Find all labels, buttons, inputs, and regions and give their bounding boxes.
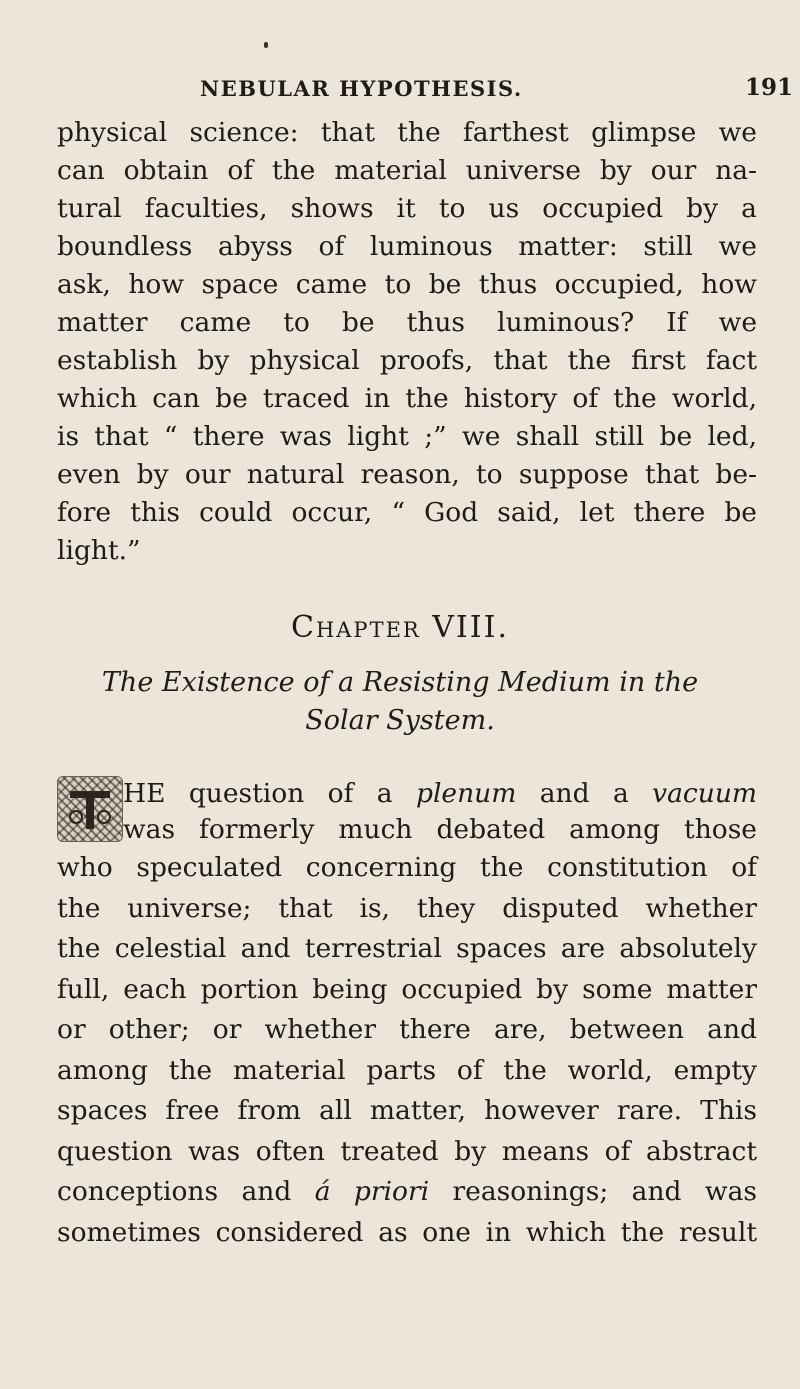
ornamental-drop-cap-t [57, 776, 123, 842]
text-line: full, each portion being occupied by some matter [57, 973, 757, 1005]
chapter-label: Chapter VIII. [291, 610, 509, 645]
text-line: tural faculties, shows it to us occupied by a [57, 193, 757, 224]
text-line: can obtain of the material universe by our na- [57, 155, 757, 186]
paragraph-1 [57, 114, 757, 570]
text-line: question was often treated by means of abstract [57, 1135, 757, 1167]
text-line: or other; or whether there are, between and [57, 1014, 757, 1045]
print-speck [264, 42, 268, 48]
running-head-title: NEBULAR HYPOTHESIS. [200, 76, 523, 101]
text-line: ask, how space came to be thus occupied, how [57, 269, 757, 300]
text-line: who speculated concerning the constitution of [57, 852, 757, 883]
text-line: is that “ there was light ;” we shall still be led, [57, 421, 757, 452]
text-line: HE question of a plenum and a vacuum [123, 778, 758, 809]
text-line: was formerly much debated among those [123, 814, 757, 845]
text-line: fore this could occur, “ God said, let there be [57, 497, 757, 528]
text-line: among the material parts of the world, empty [57, 1054, 757, 1086]
text-line: boundless abyss of luminous matter: still we [57, 231, 757, 262]
text-line: establish by physical proofs, that the first fact [57, 345, 757, 376]
text-line: the celestial and terrestrial spaces are absolutely [57, 933, 757, 964]
text-line: even by our natural reason, to suppose that be- [57, 459, 757, 490]
text-line: sometimes considered as one in which the result [57, 1216, 757, 1248]
text-line: spaces free from all matter, however rare. This [57, 1095, 757, 1126]
paragraph-2-opening [123, 776, 757, 848]
drop-cap-ornament-icon [66, 785, 114, 833]
text-line: light.” [57, 535, 141, 566]
paragraph-2 [57, 848, 757, 1253]
page-number: 191 [745, 74, 794, 101]
text-line: physical science: that the farthest glimpse we [57, 117, 757, 148]
running-head [200, 76, 800, 106]
text-line: matter came to be thus luminous? If we [57, 307, 757, 338]
text-line: which can be traced in the history of the world, [57, 383, 757, 414]
chapter-title-line-1: The Existence of a Resisting Medium in the [101, 667, 699, 698]
text-line: conceptions and á priori reasonings; and was [57, 1176, 757, 1207]
chapter-heading [0, 610, 800, 645]
chapter-title-line-2: Solar System. [305, 705, 495, 736]
text-line: the universe; that is, they disputed whether [57, 892, 757, 924]
